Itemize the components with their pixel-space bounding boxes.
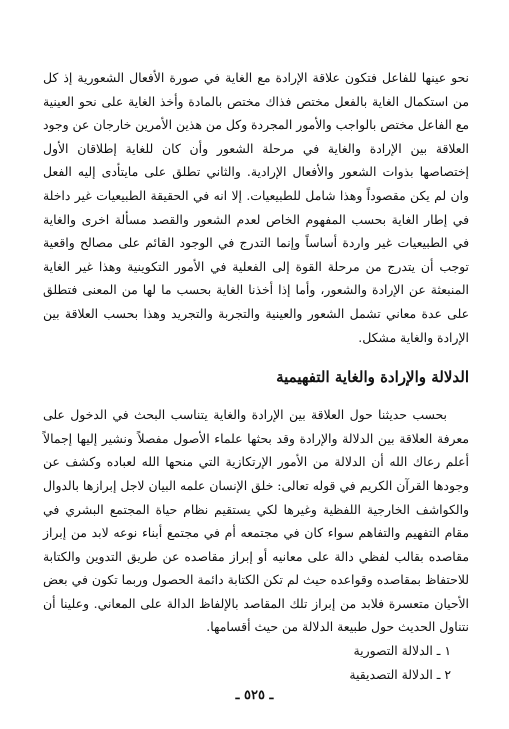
page-number: ـ ٥٢٥ ـ <box>235 688 274 703</box>
body-paragraph-1: نحو عينها للفاعل فتكون علاقة الإرادة مع الغاية في صورة الأفعال الشعورية إذ كل من استكمال الغاية بالفعل مختص فذاك مختص بالمادة وأخذ الغاية على نحو العينية مع الفاعل مختص بالواجب والأمور المجردة وكل من هذين الأمرين خارجان عن وجود العلاقة بين الإرادة والغاية في مرحلة الشعور وأن كان للغاية إطلاقان الأول إختصاصها بذوات الشعور والأفعال الإرادية. والثاني تطلق على مايتأدى إليه الفعل وان لم يكن مقصوداً وهذا شامل للطبيعيات. إلا انه في الحقيقة الطبيعيات غير داخلة في إطار الغاية بحسب المفهوم الخاص لعدم الشعور والقصد مسألة اخرى والغاية في الطبيعيات غير واردة أساساً وإنما التدرج في الوجود القائم على مصالح واقعية توجب أن يتدرج من مرحلة القوة إلى الفعلية في الأمور التكوينية وهذا غير الغاية المنبعثة عن الإرادة والشعور، وأما إذا أخذنا الغاية بحسب ما لها من المعنى فتطلق على عدة معاني تشمل الشعور والعينية والتجربة والتجريد وهذا بحسب العلاقة بين الإرادة والغاية مشكل. <box>43 70 469 345</box>
page-body <box>43 66 469 686</box>
list-item: ٢ ـ الدلالة التصديقية <box>349 666 451 682</box>
list-item: ١ ـ الدلالة التصورية <box>353 643 451 659</box>
body-paragraph-2: بحسب حديثنا حول العلاقة بين الإرادة والغاية يتناسب البحث في الدخول على معرفة العلاقة بين الدلالة والإرادة وقد بحثها علماء الأصول مفصلاً ونشير إليها إجمالاً أعلم رعاك الله أن الدلالة من الأمور الإرتكازية التي منحها الله لعباده وكشف عن وجودها القرآن الكريم في قوله تعالى: خلق الإنسان علمه البيان لاجل إبرازها بالدوال والكواشف الخارجية اللفظية وغيرها لكي يستقيم نظام حياة المجتمع البشري في مقام التفهيم والتفاهم سواء كان في مجتمعه أم في مجتمع أبناء نوعه لابد من إبراز مقاصده بقالب لفظي دالة على معانيه أو إبراز مقاصده عن طريق التدوين والكتابة للاحتفاظ بمقاصده وقواعده حيث لم تكن الكتابة دائمة الحصول وربما تكون في بعض الأحيان متعسرة فلابد من إبراز تلك المقاصد بالإلفاظ الدالة على المعاني. وعلينا أن نتناول الحديث حول طبيعة الدلالة من حيث أقسامها. <box>43 407 469 635</box>
section-heading: الدلالة والإرادة والغاية التفهيمية <box>276 368 469 387</box>
types-list <box>43 639 469 686</box>
